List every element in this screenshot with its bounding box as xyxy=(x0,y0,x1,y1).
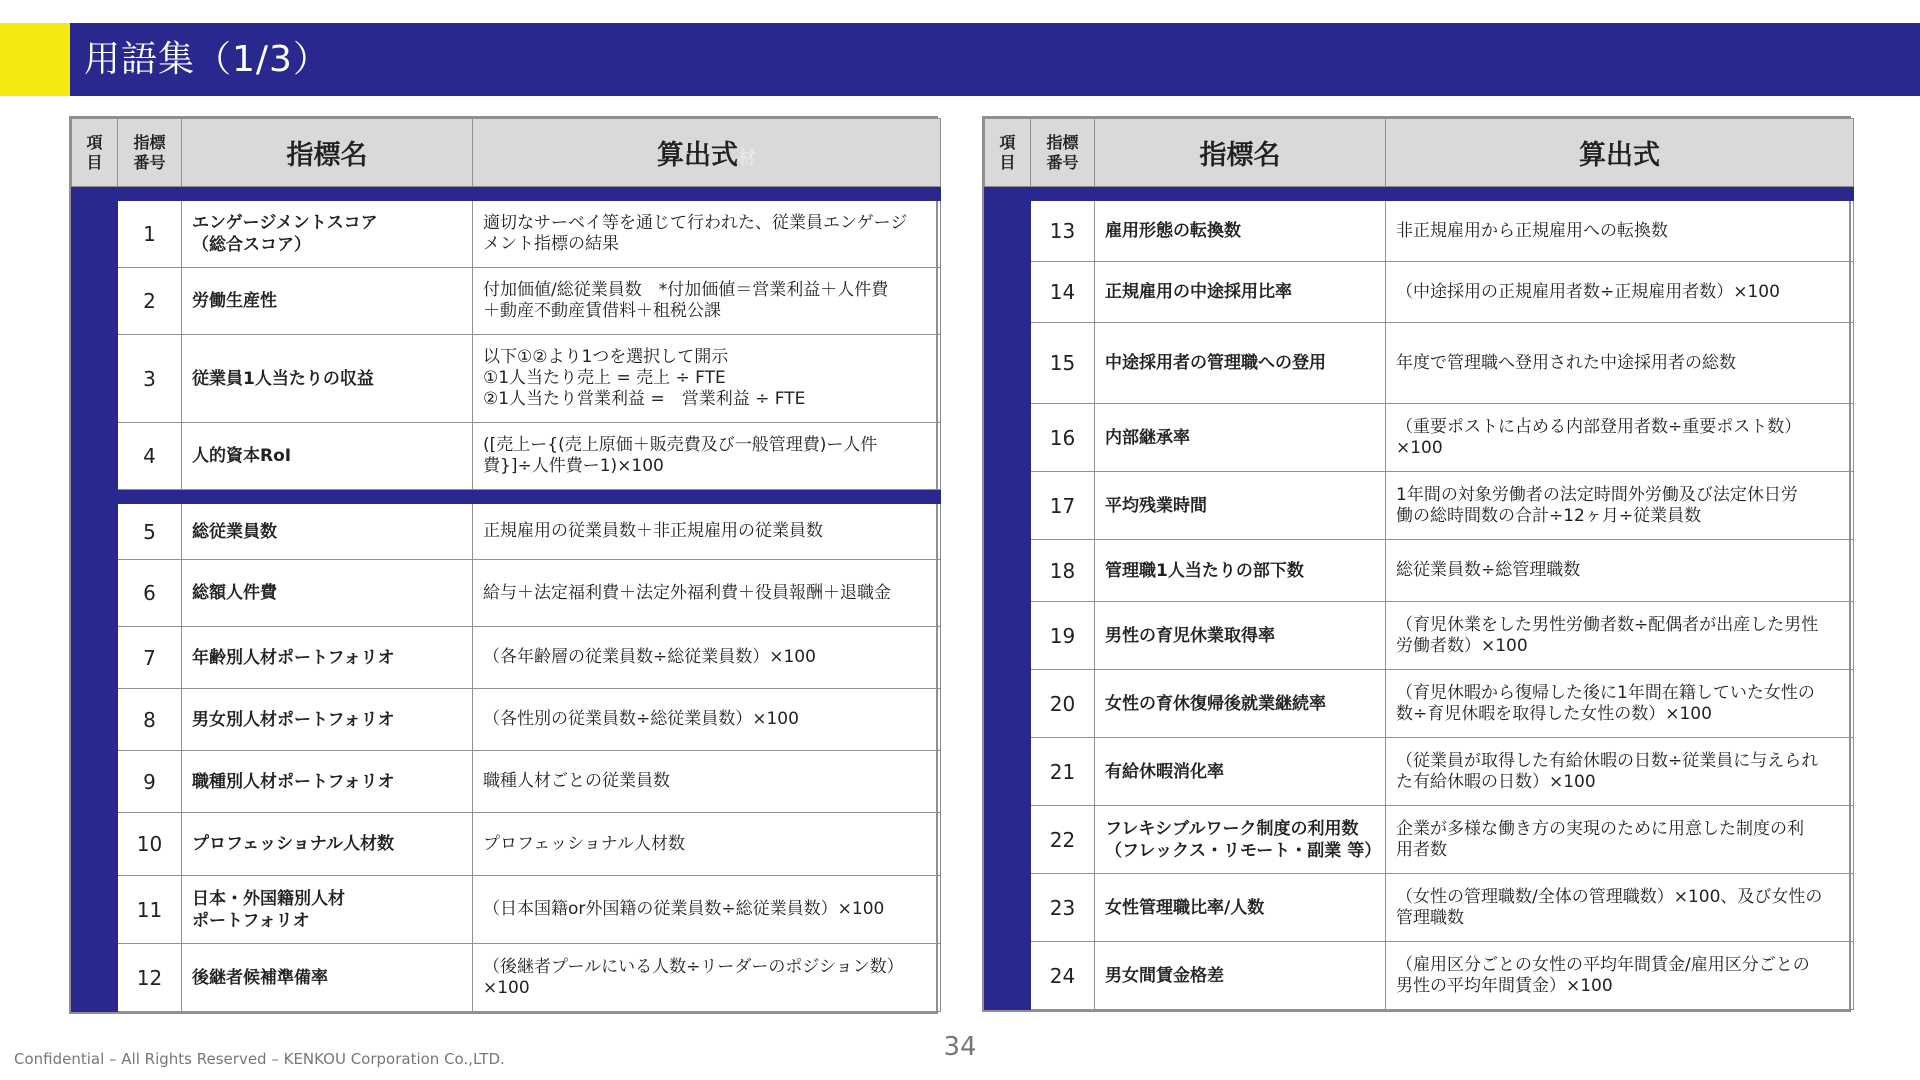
table-row xyxy=(72,813,941,876)
metric-formula: （各年齢層の従業員数÷総従業員数）×100 xyxy=(473,627,941,689)
metric-name: 内部継承率 xyxy=(1095,404,1386,472)
table-row xyxy=(72,689,941,751)
metric-formula: 総従業員数÷総管理職数 xyxy=(1386,540,1854,602)
metric-formula: （雇用区分ごとの女性の平均年間賃金/雇用区分ごとの 男性の平均年間賃金）×100 xyxy=(1386,942,1854,1010)
metric-formula: （育児休暇から復帰した後に1年間在籍していた女性の 数÷育児休暇を取得した女性の数）×100 xyxy=(1386,670,1854,738)
metric-name: エンゲージメントスコア （総合スコア） xyxy=(182,201,473,268)
page-number: 34 xyxy=(943,1032,977,1062)
row-number: 15 xyxy=(1031,323,1095,404)
header-number: 指標 番号 xyxy=(118,119,182,187)
metric-name: 男女別人材ポートフォリオ xyxy=(182,689,473,751)
metric-name: 管理職1人当たりの部下数 xyxy=(1095,540,1386,602)
row-number: 23 xyxy=(1031,874,1095,942)
metric-name: プロフェッショナル人材数 xyxy=(182,813,473,876)
row-number: 8 xyxy=(118,689,182,751)
row-number: 24 xyxy=(1031,942,1095,1010)
table-row xyxy=(985,540,1854,602)
table-row xyxy=(72,560,941,627)
header-name: 指標名 xyxy=(1095,119,1386,187)
metric-formula: プロフェッショナル人材数 xyxy=(473,813,941,876)
table-row xyxy=(72,335,941,423)
row-number: 10 xyxy=(118,813,182,876)
metric-formula: （従業員が取得した有給休暇の日数÷従業員に与えられ た有給休暇の日数）×100 xyxy=(1386,738,1854,806)
row-number: 11 xyxy=(118,876,182,944)
row-number: 16 xyxy=(1031,404,1095,472)
row-number: 2 xyxy=(118,268,182,335)
table-row xyxy=(985,472,1854,540)
category-separator xyxy=(985,187,1854,201)
row-number: 14 xyxy=(1031,262,1095,323)
metric-name: 有給休暇消化率 xyxy=(1095,738,1386,806)
metric-formula: （各性別の従業員数÷総従業員数）×100 xyxy=(473,689,941,751)
category-cell xyxy=(72,504,118,1012)
metric-formula: （日本国籍or外国籍の従業員数÷総従業員数）×100 xyxy=(473,876,941,944)
header-item: 項 目 xyxy=(72,119,118,187)
metric-name: 年齢別人材ポートフォリオ xyxy=(182,627,473,689)
row-number: 7 xyxy=(118,627,182,689)
metric-formula: 以下①②より1つを選択して開示 ①1人当たり売上 = 売上 ÷ FTE ②1人当たり営業利益 = 営業利益 ÷ FTE xyxy=(473,335,941,423)
row-number: 4 xyxy=(118,423,182,490)
table-row xyxy=(985,806,1854,874)
table-row xyxy=(72,423,941,490)
metric-formula: （重要ポストに占める内部登用者数÷重要ポスト数） ×100 xyxy=(1386,404,1854,472)
metric-name: 日本・外国籍別人材 ポートフォリオ xyxy=(182,876,473,944)
table-row xyxy=(985,201,1854,262)
header-bar xyxy=(70,23,1920,96)
row-number: 21 xyxy=(1031,738,1095,806)
metric-name: 人的資本RoI xyxy=(182,423,473,490)
metric-formula: 付加価値/総従業員数 *付加価値＝営業利益＋人件費 ＋動産不動産賃借料＋租税公課 xyxy=(473,268,941,335)
metric-name: 総額人件費 xyxy=(182,560,473,627)
metric-name: 中途採用者の管理職への登用 xyxy=(1095,323,1386,404)
table-row xyxy=(985,942,1854,1010)
header-name: 指標名 xyxy=(182,119,473,187)
row-number: 5 xyxy=(118,504,182,560)
table-row xyxy=(72,504,941,560)
row-number: 12 xyxy=(118,944,182,1012)
table-row xyxy=(985,323,1854,404)
table-row xyxy=(72,876,941,944)
category-separator xyxy=(72,490,941,504)
row-number: 18 xyxy=(1031,540,1095,602)
header-formula: 算出式材 xyxy=(473,119,941,187)
category-cell xyxy=(985,201,1031,1010)
row-number: 22 xyxy=(1031,806,1095,874)
footer-confidential: Confidential – All Rights Reserved – KENKOU Corporation Co.,LTD. xyxy=(14,1050,505,1068)
metric-name: 男性の育児休業取得率 xyxy=(1095,602,1386,670)
metric-formula: ([売上ー{(売上原価＋販売費及び一般管理費)ー人件 費}]÷人件費ー1)×100 xyxy=(473,423,941,490)
table-row xyxy=(72,627,941,689)
metric-formula: （育児休業をした男性労働者数÷配偶者が出産した男性 労働者数）×100 xyxy=(1386,602,1854,670)
page-title: 用語集（1/3） xyxy=(84,39,330,80)
category-cell xyxy=(72,201,118,490)
header-formula: 算出式 xyxy=(1386,119,1854,187)
metric-formula: （中途採用の正規雇用者数÷正規雇用者数）×100 xyxy=(1386,262,1854,323)
metric-name: 労働生産性 xyxy=(182,268,473,335)
metric-name: 後継者候補準備率 xyxy=(182,944,473,1012)
table-row xyxy=(985,602,1854,670)
metric-name: フレキシブルワーク制度の利用数 （フレックス・リモート・副業 等） xyxy=(1095,806,1386,874)
metric-formula: （後継者プールにいる人数÷リーダーのポジション数） ×100 xyxy=(473,944,941,1012)
metric-name: 女性の育休復帰後就業継続率 xyxy=(1095,670,1386,738)
table-row xyxy=(72,201,941,268)
metric-name: 女性管理職比率/人数 xyxy=(1095,874,1386,942)
table-row xyxy=(985,874,1854,942)
row-number: 17 xyxy=(1031,472,1095,540)
metric-name: 正規雇用の中途採用比率 xyxy=(1095,262,1386,323)
row-number: 6 xyxy=(118,560,182,627)
table-row xyxy=(985,738,1854,806)
metric-formula: 適切なサーベイ等を通じて行われた、従業員エンゲージ メント指標の結果 xyxy=(473,201,941,268)
metric-name: 職種別人材ポートフォリオ xyxy=(182,751,473,813)
metric-formula: 給与＋法定福利費＋法定外福利費＋役員報酬＋退職金 xyxy=(473,560,941,627)
table-row xyxy=(72,944,941,1012)
table-row xyxy=(72,751,941,813)
header-accent-block xyxy=(0,23,70,96)
table-row xyxy=(985,262,1854,323)
category-separator xyxy=(72,187,941,201)
row-number: 13 xyxy=(1031,201,1095,262)
table-row xyxy=(985,404,1854,472)
header-item: 項 目 xyxy=(985,119,1031,187)
table-row xyxy=(72,268,941,335)
glossary-table-left xyxy=(69,116,938,1014)
table-row xyxy=(985,670,1854,738)
metric-formula: （女性の管理職数/全体の管理職数）×100、及び女性の 管理職数 xyxy=(1386,874,1854,942)
header-formula-ghost-text: 材 xyxy=(738,148,756,169)
metric-formula: 職種人材ごとの従業員数 xyxy=(473,751,941,813)
metric-formula: 年度で管理職へ登用された中途採用者の総数 xyxy=(1386,323,1854,404)
row-number: 9 xyxy=(118,751,182,813)
metric-formula: 企業が多様な働き方の実現のために用意した制度の利 用者数 xyxy=(1386,806,1854,874)
row-number: 20 xyxy=(1031,670,1095,738)
header-number: 指標 番号 xyxy=(1031,119,1095,187)
row-number: 3 xyxy=(118,335,182,423)
row-number: 1 xyxy=(118,201,182,268)
metric-formula: 非正規雇用から正規雇用への転換数 xyxy=(1386,201,1854,262)
metric-formula: 1年間の対象労働者の法定時間外労働及び法定休日労 働の総時間数の合計÷12ヶ月÷従業員数 xyxy=(1386,472,1854,540)
metric-name: 総従業員数 xyxy=(182,504,473,560)
metric-name: 雇用形態の転換数 xyxy=(1095,201,1386,262)
metric-name: 従業員1人当たりの収益 xyxy=(182,335,473,423)
metric-name: 平均残業時間 xyxy=(1095,472,1386,540)
metric-formula: 正規雇用の従業員数＋非正規雇用の従業員数 xyxy=(473,504,941,560)
metric-name: 男女間賃金格差 xyxy=(1095,942,1386,1010)
row-number: 19 xyxy=(1031,602,1095,670)
glossary-table-right xyxy=(982,116,1851,1012)
